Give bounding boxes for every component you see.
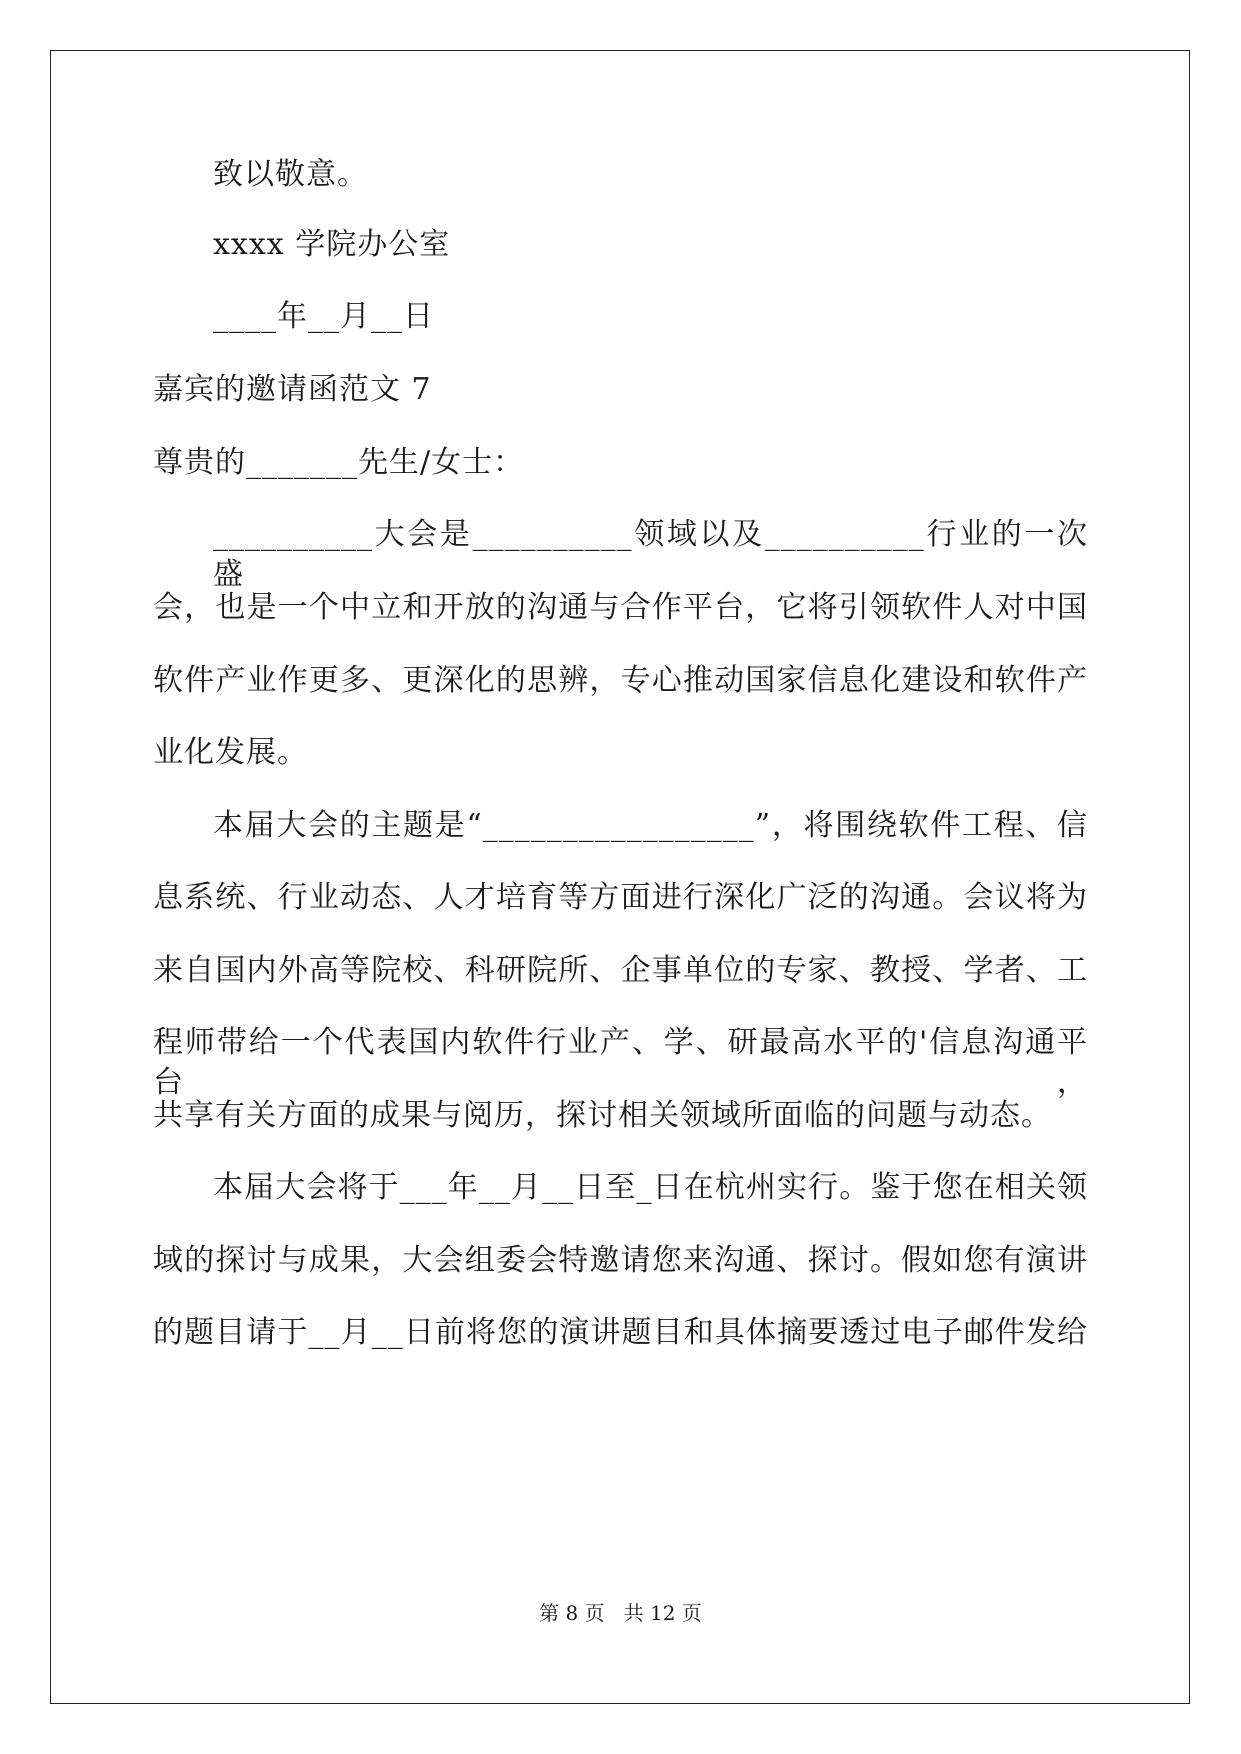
paragraph-1-line-2: 会，也是一个中立和开放的沟通与合作平台，它将引领软件人对中国 (153, 590, 1088, 625)
date-line: ____年__月__日 (213, 299, 434, 334)
paragraph-2-line-3: 来自国内外高等院校、科研院所、企事单位的专家、教授、学者、工 (153, 953, 1088, 988)
salutation-line: 尊贵的_______先生/女士： (153, 445, 525, 480)
paragraph-3-line-3: 的题目请于__月__日前将您的演讲题目和具体摘要透过电子邮件发给 (153, 1315, 1088, 1350)
paragraph-2-line-2: 息系统、行业动态、人才培育等方面进行深化广泛的沟通。会议将为 (153, 880, 1088, 915)
paragraph-2-line-1: 本届大会的主题是“_________________”，将围绕软件工程、信 (213, 808, 1088, 843)
paragraph-2-line-4: 程师带给一个代表国内软件行业产、学、研最高水平的'信息沟通平台， (153, 1025, 1088, 1100)
paragraph-3-line-1: 本届大会将于___年__月__日至_日在杭州实行。鉴于您在相关领 (213, 1170, 1088, 1205)
paragraph-3-line-2: 域的探讨与成果，大会组委会特邀请您来沟通、探讨。假如您有演讲 (153, 1243, 1088, 1278)
section-title: 嘉宾的邀请函范文 7 (153, 372, 432, 407)
sender-line: xxxx 学院办公室 (213, 227, 451, 262)
paragraph-1-line-3: 软件产业作更多、更深化的思辨，专心推动国家信息化建设和软件产 (153, 663, 1088, 698)
paragraph-1-line-1: __________大会是__________领域以及__________行业的一次盛 (213, 517, 1088, 592)
paragraph-2-line-5: 共享有关方面的成果与阅历，探讨相关领域所面临的问题与动态。 (153, 1098, 1052, 1133)
page-footer: 第 8 页 共 12 页 (539, 1601, 702, 1625)
paragraph-1-line-4: 业化发展。 (153, 735, 308, 770)
closing-line: 致以敬意。 (213, 157, 368, 192)
